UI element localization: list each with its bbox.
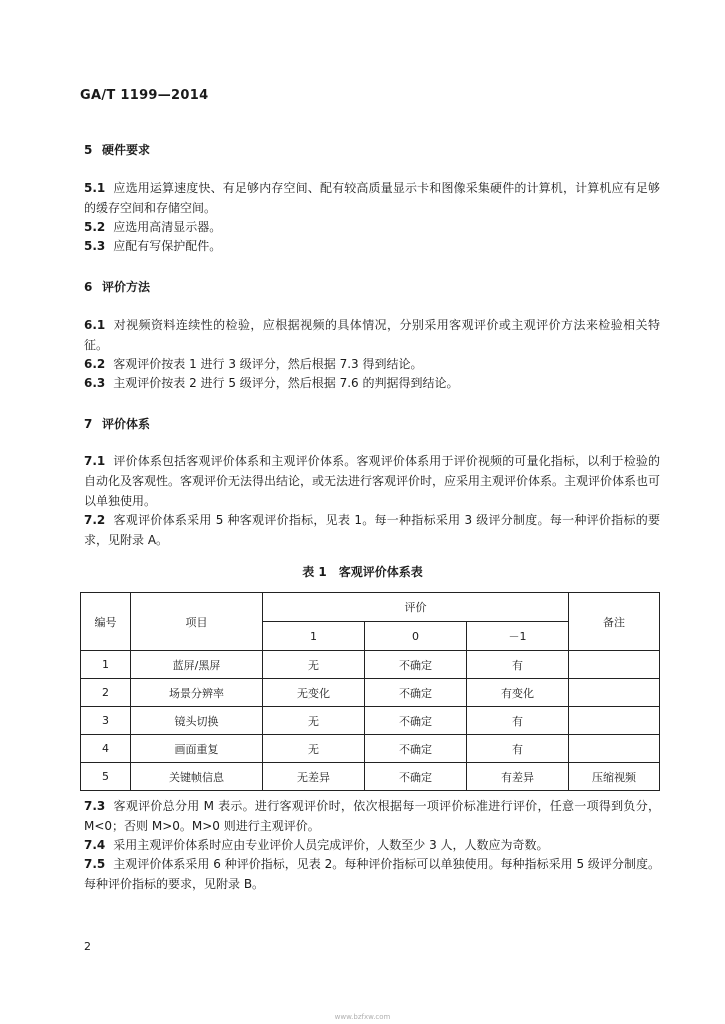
cell-remark — [569, 707, 660, 735]
table-caption: 表 1 客观评价体系表 — [302, 565, 423, 579]
section-heading-7 — [84, 415, 150, 432]
clause-6-1 — [84, 315, 660, 355]
clause-5-3 — [84, 236, 660, 256]
cell-no: 2 — [81, 679, 131, 707]
section-number: 7 — [84, 417, 93, 431]
cell-no: 1 — [81, 651, 131, 679]
cell-item: 蓝屏/黑屏 — [131, 651, 263, 679]
cell-remark: 压缩视频 — [569, 763, 660, 791]
clause-text: 客观评价总分用 M 表示。进行客观评价时，依次根据每一项评价标准进行评价，任意一项得到负分，M<0；否则 M>0。M>0 则进行主观评价。 — [84, 799, 660, 833]
cell-positive: 无 — [263, 651, 365, 679]
section-heading-6 — [84, 278, 150, 295]
cell-no: 4 — [81, 735, 131, 763]
section-number: 5 — [84, 143, 93, 157]
clause-text: 客观评价体系采用 5 种客观评价指标，见表 1。每一种指标采用 3 级评分制度。每一种评价指标的要求，见附录 A。 — [84, 513, 660, 547]
header-eval: 评价 — [263, 593, 569, 622]
cell-negative: 有 — [467, 735, 569, 763]
cell-positive: 无 — [263, 735, 365, 763]
clause-7-5 — [84, 854, 660, 894]
standard-number: GA/T 1199—2014 — [80, 88, 209, 103]
clause-text: 客观评价按表 1 进行 3 级评分，然后根据 7.3 得到结论。 — [113, 357, 423, 371]
cell-negative: 有变化 — [467, 679, 569, 707]
cell-negative: 有 — [467, 707, 569, 735]
header-remark: 备注 — [569, 593, 660, 651]
clause-text: 应选用高清显示器。 — [113, 220, 222, 234]
section-title: 硬件要求 — [102, 143, 151, 157]
clause-number: 6.1 — [84, 318, 106, 332]
cell-negative: 有差异 — [467, 763, 569, 791]
section-number: 6 — [84, 280, 93, 294]
header-no: 编号 — [81, 593, 131, 651]
header-score-positive: 1 — [263, 622, 365, 651]
clause-text: 主观评价体系采用 6 种评价指标，见表 2。每种评价指标可以单独使用。每种指标采用 5 级评分制度。每种评价指标的要求，见附录 B。 — [84, 857, 660, 891]
cell-positive: 无 — [263, 707, 365, 735]
clause-6-3 — [84, 373, 660, 393]
clause-number: 7.2 — [84, 513, 106, 527]
clause-number: 7.4 — [84, 838, 106, 852]
cell-item: 镜头切换 — [131, 707, 263, 735]
clause-number: 6.2 — [84, 357, 106, 371]
cell-zero: 不确定 — [365, 707, 467, 735]
clause-number: 7.5 — [84, 857, 106, 871]
page-number: 2 — [84, 940, 91, 953]
clause-text: 采用主观评价体系时应由专业评价人员完成评价，人数至少 3 人，人数应为奇数。 — [113, 838, 549, 852]
cell-item: 场景分辨率 — [131, 679, 263, 707]
cell-zero: 不确定 — [365, 679, 467, 707]
clause-5-2 — [84, 217, 660, 237]
table-row — [81, 735, 660, 763]
cell-positive: 无差异 — [263, 763, 365, 791]
section-heading-5 — [84, 141, 150, 158]
clause-7-2 — [84, 510, 660, 550]
clause-number: 7.3 — [84, 799, 106, 813]
cell-item: 关键帧信息 — [131, 763, 263, 791]
clause-text: 评价体系包括客观评价体系和主观评价体系。客观评价体系用于评价视频的可量化指标，以利于检验的自动化及客观性。客观评价无法得出结论，或无法进行客观评价时，应采用主观评价体系。主观评价体系也可以单独使用。 — [84, 454, 661, 508]
clause-text: 对视频资料连续性的检验，应根据视频的具体情况，分别采用客观评价或主观评价方法来检验相关特征。 — [84, 318, 660, 352]
clause-7-3 — [84, 796, 660, 836]
clause-text: 主观评价按表 2 进行 5 级评分，然后根据 7.6 的判据得到结论。 — [113, 376, 459, 390]
cell-zero: 不确定 — [365, 735, 467, 763]
table-row — [81, 679, 660, 707]
clause-number: 7.1 — [84, 454, 106, 468]
cell-remark — [569, 651, 660, 679]
cell-no: 3 — [81, 707, 131, 735]
clause-6-2 — [84, 354, 660, 374]
clause-text: 应选用运算速度快、有足够内存空间、配有较高质量显示卡和图像采集硬件的计算机，计算机应有足够的缓存空间和存储空间。 — [84, 181, 660, 215]
clause-7-4 — [84, 835, 660, 855]
table-row — [81, 763, 660, 791]
header-score-negative: －1 — [467, 622, 569, 651]
evaluation-table — [80, 592, 660, 791]
clause-number: 5.1 — [84, 181, 106, 195]
cell-remark — [569, 679, 660, 707]
clause-5-1 — [84, 178, 660, 218]
cell-no: 5 — [81, 763, 131, 791]
clause-text: 应配有写保护配件。 — [113, 239, 222, 253]
section-title: 评价方法 — [102, 280, 151, 294]
clause-number: 5.2 — [84, 220, 106, 234]
table-row — [81, 707, 660, 735]
section-title: 评价体系 — [102, 417, 151, 431]
cell-zero: 不确定 — [365, 651, 467, 679]
cell-zero: 不确定 — [365, 763, 467, 791]
clause-number: 5.3 — [84, 239, 106, 253]
header-score-zero: 0 — [365, 622, 467, 651]
footer-watermark: www.bzfxw.com — [334, 1013, 391, 1021]
cell-item: 画面重复 — [131, 735, 263, 763]
cell-negative: 有 — [467, 651, 569, 679]
header-item: 项目 — [131, 593, 263, 651]
table-row — [81, 651, 660, 679]
clause-7-1 — [84, 451, 660, 511]
cell-positive: 无变化 — [263, 679, 365, 707]
cell-remark — [569, 735, 660, 763]
clause-number: 6.3 — [84, 376, 106, 390]
